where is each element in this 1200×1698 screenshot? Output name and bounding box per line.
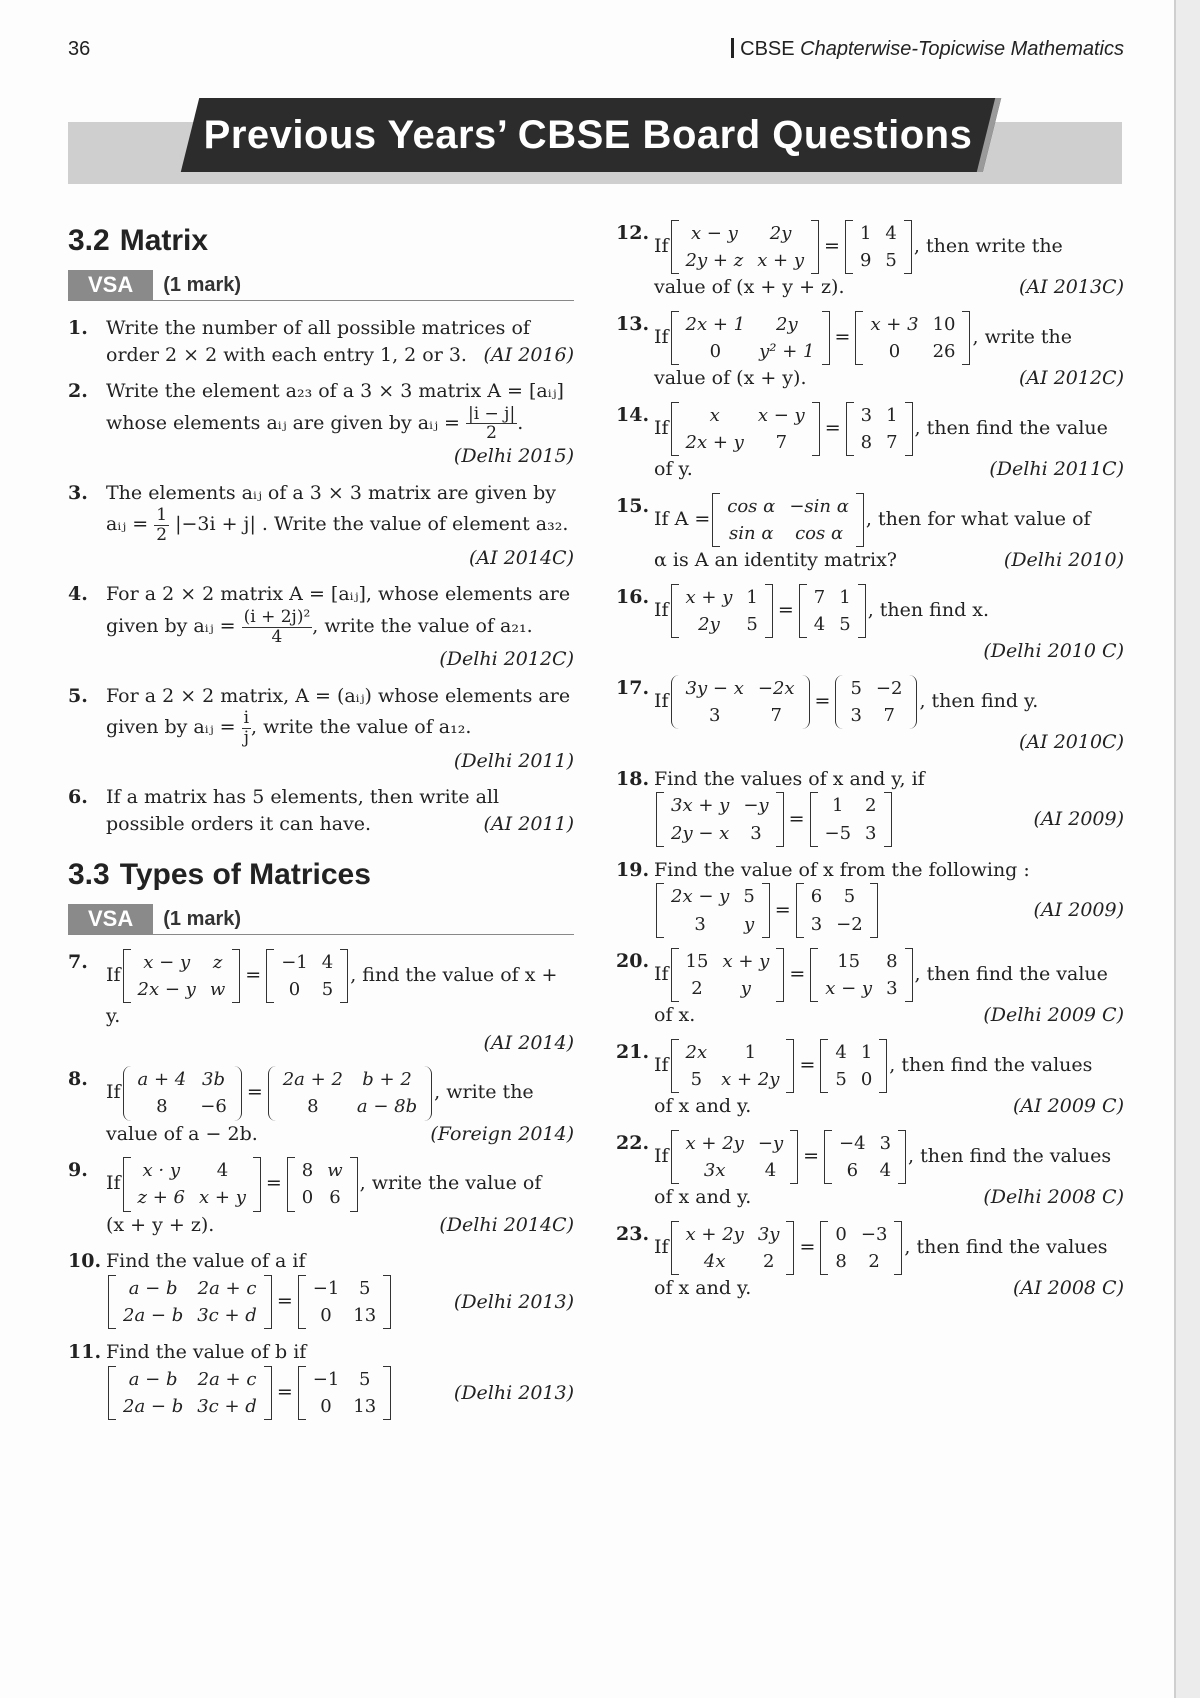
left-column [68,220,574,1430]
matrix-entry: 0 [320,1304,332,1326]
equals-sign: = [245,963,262,986]
question-7: 7. If x − y z 2x − y w = −1 4 0 5 , find the value of x + y. (AI 2014) [68,949,574,1057]
fraction: $\frac{\text{(i + 2j)²}}{4}$ [243,606,311,647]
question-19: 19. Find the value of x from the following : 2x − y 5 3 y = 6 5 3 −2 (AI 2009) [616,857,1124,938]
matrix-entry: −2x [757,677,795,699]
matrix-equation [669,1132,909,1181]
matrix-entry: x − y [825,977,873,999]
matrix-equation [669,313,973,363]
matrix-entry: 3 [879,1132,892,1154]
matrix [108,1275,272,1329]
matrix-entry: 5 [835,1068,847,1090]
matrix [298,1366,391,1420]
matrix-equation [121,1160,360,1209]
question-11: 11. Find the value of b if a − b 2a + c 2a − b 3c + d = −1 5 0 13 (Delhi 2013) [68,1339,574,1420]
question-20: 20. If 15 x + y 2 y = 15 8 x − y 3 , then find the value of x. (Delhi 2009 C) [616,948,1124,1029]
matrix-entry: x − y [690,223,738,244]
matrix-entry: 6 [846,1159,859,1181]
matrix-equation [669,950,915,999]
matrix-entry: a + 4 [137,1069,187,1091]
banner-title: Previous Years’ CBSE Board Questions [203,113,973,157]
question-source: (Foreign 2014) [430,1122,574,1145]
question-source: (Delhi 2011C) [989,458,1124,481]
question-10: 10. Find the value of a if a − b 2a + c 2a − b 3c + d = −1 5 0 13 (Delhi 2013) [68,1248,574,1329]
matrix-entry: 1 [832,795,844,817]
matrix-entry: 0 [709,341,722,363]
question-source: (AI 2010C) [1019,731,1124,754]
matrix-entry: 0 [288,978,301,1000]
matrix-entry: 6 [329,1187,341,1209]
matrix-entry: 2a + c [197,1277,257,1299]
vsa-tag: VSA [68,904,153,934]
question-source: (AI 2012C) [1019,367,1124,390]
matrix [671,1221,795,1275]
matrix [287,1157,358,1211]
equals-sign: = [799,1235,816,1258]
matrix-entry: −y [757,1132,784,1154]
matrix-entry: 8 [886,950,898,972]
equals-sign: = [824,235,840,258]
matrix-entry: 3b [202,1069,226,1091]
matrix-entry: 8 [835,1250,847,1272]
matrix-entry: 2a + c [197,1368,257,1390]
question-source: (Delhi 2010) [1003,549,1124,572]
matrix-entry: 15 [837,950,861,972]
matrix-entry: 1 [859,223,872,244]
matrix [266,949,348,1003]
fraction: $\frac{1}{2}$ [156,505,168,546]
matrix-entry: 4 [764,1159,777,1181]
matrix-entry: 5 [359,1368,371,1390]
matrix-entry: 2x + y [685,432,744,454]
matrix-entry: 2 [762,1250,775,1272]
matrix-entry: −2 [875,677,903,699]
question-source: (Delhi 2009 C) [983,1004,1124,1027]
matrix-entry: 2y [776,313,798,335]
page-edge [1174,0,1200,1698]
matrix-entry: 10 [932,313,956,335]
matrix [671,675,810,729]
matrix-entry: 9 [859,250,872,272]
matrix-entry: 2y + z [685,250,744,272]
matrix [799,584,866,638]
matrix-entry: 8 [156,1096,168,1118]
equals-sign: = [834,326,851,349]
matrix [108,1366,272,1420]
matrix-entry: 4 [321,951,334,973]
marks-label: (1 mark) [163,907,242,930]
matrix-entry: 3y − x [685,677,744,699]
matrix-entry: b + 2 [362,1069,412,1091]
matrix-entry: 2x − y [671,886,730,908]
matrix-equation [669,1223,905,1272]
equals-sign: = [777,599,794,622]
matrix-entry: 26 [932,341,956,363]
matrix-entry: 2a + 2 [282,1069,343,1091]
matrix-entry: 5 [885,250,897,272]
vsa-label-row [68,904,574,935]
matrix-entry: −1 [312,1277,340,1299]
matrix [810,792,892,846]
equals-sign: = [799,1053,816,1076]
page-number: 36 [68,38,91,60]
question-1: 1. Write the number of all possible matrices of order 2 × 2 with each entry 1, 2 or 3. (AI 2016) [68,315,574,368]
matrix-entry: 8 [860,432,873,454]
question-23: 23. If x + 2y 3y 4x 2 = 0 −3 8 2 , then find the values of x and y. (AI 2008 C) [616,1221,1124,1302]
question-source: (Delhi 2013) [453,1290,574,1313]
matrix-entry: 7 [775,432,788,454]
question-source: (Delhi 2011) [453,749,574,772]
matrix-entry: 2 [868,1250,880,1272]
matrix-entry: cos α [795,523,844,545]
matrix-entry: x + 2y [685,1132,744,1154]
matrix-entry: −6 [200,1096,227,1118]
question-source: (AI 2009) [1033,899,1124,922]
matrix-entry: −1 [281,951,308,973]
matrix-entry: −y [743,795,769,817]
matrix-entry: 3c + d [197,1304,257,1326]
matrix-equation [106,1366,393,1420]
matrix-equation [669,223,914,272]
matrix [835,675,917,729]
matrix-entry: 8 [301,1160,314,1182]
question-2: 2. Write the element a₂₃ of a 3 × 3 matrix A = [aᵢⱼ] whose elements aᵢⱼ are given by aᵢⱼ = $\frac{|i - j|}{2}$ . (Delhi 2015) [68,378,574,470]
matrix-entry: y² + 1 [759,341,815,363]
matrix-entry: 5 [850,677,862,699]
marks-label: (1 mark) [163,274,242,296]
matrix [123,1066,242,1120]
matrix [810,948,912,1002]
matrix-entry: −2 [836,913,863,935]
question-17: 17. If 3y − x −2x 3 7 = 5 −2 3 7 , then find y. (AI 2010C) [616,675,1124,756]
matrix-entry: 3 [810,913,823,935]
question-8: 8. If a + 4 3b 8 −6 = 2a + 2 b + 2 8 a − 8b , write the value of a − 2b. (Foreign 2014) [68,1066,574,1147]
matrix-entry: 3 [865,822,877,844]
matrix-entry: 3c + d [197,1395,257,1417]
matrix-entry: 4 [835,1041,847,1063]
matrix-entry: 1 [860,1041,873,1063]
matrix-entry: sin α [729,523,774,545]
equals-sign: = [789,962,806,985]
question-source: (AI 2016) [483,343,574,366]
matrix-entry: 7 [770,705,782,727]
matrix [671,1039,795,1093]
matrix-entry: −4 [839,1132,866,1154]
matrix-equation [121,951,351,1000]
question-14: 14. If x x − y 2x + y 7 = 3 1 8 7 , then find the value of y. (Delhi 2011C) [616,402,1124,483]
matrix [671,584,773,638]
matrix [123,949,241,1003]
matrix-entry: 13 [353,1395,377,1417]
matrix-entry: 0 [320,1395,332,1417]
question-3: 3. The elements aᵢⱼ of a 3 × 3 matrix are given by aᵢⱼ = $\frac{1}{2}$ |−3i + j| . Write the value of element a₃₂. (AI 2014C) [68,480,574,572]
matrix-entry: 1 [746,586,758,608]
right-column [616,220,1124,1312]
question-21: 21. If 2x 1 5 x + 2y = 4 1 5 0 , then find the values of x and y. (AI 2009 C) [616,1039,1124,1120]
matrix [298,1275,391,1329]
matrix-equation [106,1275,393,1329]
matrix [123,1157,261,1211]
matrix-equation [669,586,868,636]
matrix [846,402,913,456]
question-6: 6. If a matrix has 5 elements, then write all possible orders it can have. (AI 2011) [68,784,574,837]
matrix-entry: 2a − b [123,1304,184,1326]
matrix-entry: w [327,1160,343,1182]
matrix-entry: −3 [860,1223,888,1245]
equals-sign: = [276,1289,293,1312]
matrix-entry: 3x + y [671,795,730,817]
matrix-entry: −sin α [789,495,849,517]
matrix-entry: 2y − x [671,822,730,844]
matrix-entry: 3 [694,913,706,935]
running-title: CBSE Chapterwise-Topicwise Mathematics [731,38,1124,61]
matrix [671,1130,799,1184]
matrix-entry: 5 [743,886,755,908]
matrix-entry: 4 [216,1160,229,1182]
matrix [268,1066,432,1120]
matrix-entry: 3 [750,822,762,844]
equals-sign: = [265,1172,282,1195]
fraction: $\frac{i}{j}$ [243,708,250,749]
matrix-entry: a − b [128,1368,178,1390]
matrix-entry: z [212,951,223,973]
question-9: 9. If x · y 4 z + 6 x + y = 8 w 0 6 , write the value of (x + y + z). (Delhi 2014C) [68,1157,574,1238]
equals-sign: = [814,690,831,713]
fraction: $\frac{|i - j|}{2}$ [467,403,516,444]
matrix-entry: 0 [835,1223,847,1245]
matrix-entry: 1 [886,404,898,426]
matrix-entry: 3 [860,404,873,426]
matrix-entry: x + 3 [870,313,919,335]
matrix [671,948,785,1002]
matrix-entry: x − y [757,404,805,426]
question-22: 22. If x + 2y −y 3x 4 = −4 3 6 4 , then find the values of x and y. (Delhi 2008 C) [616,1130,1124,1211]
question-source: (AI 2009) [1033,808,1124,831]
matrix-entry: 5 [321,978,334,1000]
matrix-entry: 5 [839,614,851,636]
matrix [845,220,912,274]
question-4: 4. For a 2 × 2 matrix A = [aᵢⱼ], whose elements are given by aᵢⱼ = $\frac{\text{(i + 2j)²}}{4}$ , write the value of a₂₁. (Delhi 2012C) [68,581,574,673]
page-header [68,38,1124,68]
question-source: (Delhi 2010 C) [983,640,1124,663]
matrix-entry: a − 8b [356,1096,418,1118]
question-12: 12. If x − y 2y 2y + z x + y = 1 4 9 5 , then write the value of (x + y + z). (AI 2013C) [616,220,1124,301]
matrix [855,311,970,365]
matrix-entry: x + y [685,586,733,608]
matrix-entry: x + y [199,1187,246,1209]
matrix-entry: 3x [703,1159,726,1181]
equals-sign: = [788,807,805,830]
matrix-entry: z + 6 [137,1187,186,1209]
question-16: 16. If x + y 1 2y 5 = 7 1 4 5 , then find x. (Delhi 2010 C) [616,584,1124,665]
equals-sign: = [276,1380,293,1403]
matrix [656,883,770,937]
matrix [824,1130,906,1184]
matrix-entry: 13 [353,1304,377,1326]
vsa-label-row [68,270,574,301]
matrix-entry: a − b [128,1277,178,1299]
matrix-entry: 7 [883,705,895,727]
equals-sign: = [803,1144,820,1167]
matrix-equation [654,883,880,937]
matrix-entry: −5 [824,822,852,844]
matrix-equation [121,1069,435,1118]
matrix-entry: 2x [685,1041,708,1063]
matrix-entry: 2x + 1 [685,313,746,335]
question-5: 5. For a 2 × 2 matrix, A = (aᵢⱼ) whose elements are given by aᵢⱼ = $\frac{i}{j}$ , write the value of a₁₂. (Delhi 2011) [68,683,574,775]
matrix-entry: x [709,404,720,426]
matrix-equation [710,495,866,545]
matrix-entry: 2 [865,795,877,817]
matrix-entry: x − y [143,951,191,973]
matrix-entry: 2x − y [137,978,196,1000]
matrix-equation [669,404,915,454]
vsa-tag: VSA [68,270,153,300]
matrix-entry: 5 [746,614,758,636]
matrix-entry: 2y [769,223,792,244]
matrix [796,883,878,937]
matrix-entry: 2 [691,977,703,999]
question-source: (AI 2009 C) [1012,1095,1124,1118]
matrix-entry: 3 [850,705,862,727]
matrix-entry: 4x [703,1250,726,1272]
matrix-entry: x + 2y [721,1068,780,1090]
matrix-equation [669,677,920,727]
matrix [712,493,864,547]
question-source: (Delhi 2008 C) [983,1186,1124,1209]
matrix-entry: 5 [359,1277,371,1299]
question-source: (Delhi 2015) [453,445,574,468]
matrix-entry: 4 [879,1159,892,1181]
matrix-entry: 1 [744,1041,757,1063]
equals-sign: = [774,898,791,921]
matrix-entry: −1 [312,1368,340,1390]
equals-sign: = [246,1081,263,1104]
matrix-entry: cos α [727,495,776,517]
question-source: (AI 2014) [483,1031,574,1054]
matrix-entry: x + y [757,250,805,272]
matrix-entry: x + y [722,950,770,972]
question-source: (Delhi 2013) [453,1381,574,1404]
matrix-entry: 15 [685,950,709,972]
matrix-entry: 4 [885,223,897,244]
matrix-entry: 8 [307,1096,319,1118]
matrix-entry: 7 [886,432,898,454]
matrix [656,792,784,846]
matrix-entry: 2a − b [123,1395,184,1417]
matrix [671,311,830,365]
matrix-entry: 1 [839,586,851,608]
matrix-entry: 5 [843,886,856,908]
question-source: (Delhi 2012C) [439,648,574,671]
matrix-entry: 7 [813,586,826,608]
matrix-entry: 6 [810,886,823,908]
matrix-entry: 3 [708,705,721,727]
matrix-entry: 0 [888,341,901,363]
matrix [820,1039,887,1093]
matrix-entry: 0 [860,1068,873,1090]
matrix-entry: 3y [757,1223,780,1245]
matrix-entry: x + 2y [685,1223,744,1245]
matrix-entry: 2y [698,614,720,636]
question-15: 15. If A = cos α −sin α sin α cos α , then for what value of α is A an identity matrix? (Delhi 2010) [616,493,1124,574]
matrix-entry: 4 [813,614,826,636]
matrix [671,402,820,456]
question-source: (AI 2008 C) [1012,1277,1124,1300]
question-source: (Delhi 2014C) [439,1213,574,1236]
matrix-equation [669,1041,890,1090]
question-source: (AI 2014C) [469,546,574,569]
question-source: (AI 2013C) [1019,276,1124,299]
matrix-entry: 3 [886,977,898,999]
matrix [820,1221,902,1275]
question-source: (AI 2011) [483,813,574,836]
matrix-entry: 5 [690,1068,703,1090]
matrix-entry: 0 [301,1187,314,1209]
section-heading: 3.2 Matrix [68,224,209,257]
equals-sign: = [824,417,841,440]
matrix-entry: y [740,977,751,999]
matrix-entry: x · y [142,1160,181,1182]
matrix-entry: w [209,978,226,1000]
matrix-equation [654,792,894,846]
question-13: 13. If 2x + 1 2y 0 y² + 1 = x + 3 10 0 26 , write the value of (x + y). (AI 2012C) [616,311,1124,392]
matrix [671,220,820,274]
question-18: 18. Find the values of x and y, if 3x + y −y 2y − x 3 = 1 2 −5 3 (AI 2009) [616,766,1124,847]
section-heading: 3.3 Types of Matrices [68,857,371,891]
matrix-entry: y [743,913,755,935]
